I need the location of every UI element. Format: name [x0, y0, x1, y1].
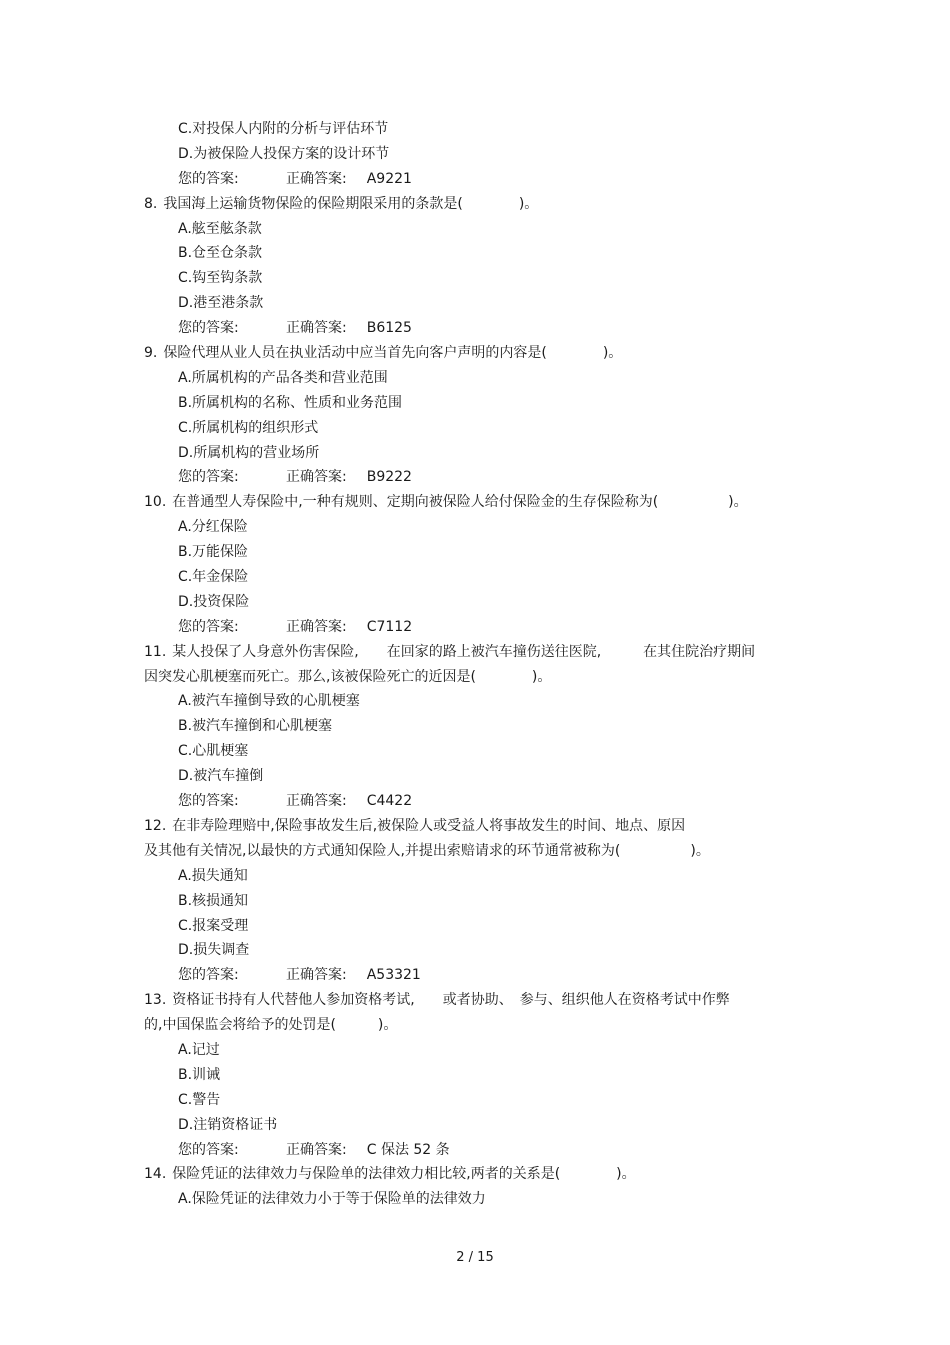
correct-answer-label: 正确答案:: [286, 967, 347, 984]
option-line: C.年金保险: [178, 569, 249, 586]
option-line: C.钩至钩条款: [178, 270, 263, 287]
option-line: D.所属机构的营业场所: [178, 444, 320, 461]
option-line: B.核损通知: [178, 892, 249, 909]
option-line: C.心肌梗塞: [178, 743, 249, 760]
question-text: 资格证书持有人代替他人参加资格考试, 或者协助、 参与、组织他人在资格考试中作弊: [172, 992, 730, 1009]
option-line: C.报案受理: [178, 917, 249, 934]
question-number: 14.: [144, 1166, 167, 1183]
answer-line: [0, 465, 950, 490]
correct-answer-value: C4422: [366, 793, 413, 810]
option-line: D.港至港条款: [178, 295, 264, 312]
correct-answer-label: 正确答案:: [286, 793, 347, 810]
question-continuation: 的,中国保监会将给予的处罚是( )。: [144, 1017, 398, 1034]
your-answer-label: 您的答案:: [178, 469, 239, 486]
option-line: A.被汽车撞倒导致的心肌梗塞: [178, 693, 360, 710]
correct-answer-label: 正确答案:: [286, 1141, 347, 1158]
your-answer-label: 您的答案:: [178, 967, 239, 984]
option-line: C.对投保人内附的分析与评估环节: [178, 121, 389, 137]
answer-line: [0, 963, 950, 988]
question-line: [0, 192, 950, 217]
question-line: [0, 988, 950, 1013]
correct-answer-value: A53321: [366, 967, 421, 984]
option-line: C.所属机构的组织形式: [178, 419, 319, 436]
question-text: 在非寿险理赔中,保险事故发生后,被保险人或受益人将事故发生的时间、地点、原因: [172, 817, 686, 834]
correct-answer-label: 正确答案:: [286, 469, 347, 486]
option-line: A.损失通知: [178, 867, 248, 884]
correct-answer-label: 正确答案:: [286, 618, 347, 635]
page-number: 2 / 15: [456, 1250, 494, 1265]
answer-line: [0, 316, 950, 341]
answer-line: [0, 1138, 950, 1163]
question-line: [0, 341, 950, 366]
question-text: 保险凭证的法律效力与保险单的法律效力相比较,两者的关系是( )。: [172, 1166, 636, 1183]
correct-answer-value: C7112: [366, 618, 413, 635]
your-answer-label: 您的答案:: [178, 618, 239, 635]
correct-answer-label: 正确答案:: [286, 170, 347, 187]
option-line: A.分红保险: [178, 519, 248, 536]
question-number: 11.: [144, 643, 167, 660]
answer-line: [0, 167, 950, 192]
option-line: C.警告: [178, 1091, 221, 1108]
option-line: D.被汽车撞倒: [178, 768, 264, 785]
option-line: D.损失调查: [178, 942, 250, 959]
question-continuation: 及其他有关情况,以最快的方式通知保险人,并提出索赔请求的环节通常被称为( )。: [144, 842, 710, 859]
question-number: 13.: [144, 992, 167, 1009]
option-line: D.投资保险: [178, 593, 250, 610]
correct-answer-value: C 保法 52 条: [366, 1141, 450, 1158]
correct-answer-value: B9222: [366, 469, 412, 486]
question-number: 8.: [144, 195, 158, 212]
your-answer-label: 您的答案:: [178, 793, 239, 810]
question-line: [0, 814, 950, 839]
your-answer-label: 您的答案:: [178, 170, 239, 187]
question-line: [0, 640, 950, 665]
question-number: 10.: [144, 494, 167, 511]
question-text: 在普通型人寿保险中,一种有规则、定期向被保险人给付保险金的生存保险称为( )。: [172, 494, 748, 511]
option-line: A.舷至舷条款: [178, 220, 262, 237]
correct-answer-label: 正确答案:: [286, 320, 347, 337]
document-body: [0, 117, 950, 1212]
option-line: B.仓至仓条款: [178, 245, 263, 262]
question-number: 9.: [144, 345, 158, 362]
question-text: 某人投保了人身意外伤害保险, 在回家的路上被汽车撞伤送往医院, 在其住院治疗期间: [172, 643, 756, 660]
question-line: [0, 1162, 950, 1187]
question-text: 我国海上运输货物保险的保险期限采用的条款是( )。: [163, 195, 539, 212]
option-line: D.为被保险人投保方案的设计环节: [178, 145, 390, 162]
option-line: B.被汽车撞倒和心肌梗塞: [178, 718, 333, 735]
option-line: A.所属机构的产品各类和营业范围: [178, 369, 388, 386]
answer-line: [0, 615, 950, 640]
option-line: B.万能保险: [178, 544, 249, 561]
question-line: [0, 490, 950, 515]
option-line: A.记过: [178, 1041, 220, 1058]
question-continuation: 因突发心肌梗塞而死亡。那么,该被保险死亡的近因是( )。: [144, 668, 552, 685]
option-line: B.训诫: [178, 1066, 221, 1083]
answer-line: [0, 789, 950, 814]
option-line: B.所属机构的名称、性质和业务范围: [178, 394, 403, 411]
option-line: A.保险凭证的法律效力小于等于保险单的法律效力: [178, 1191, 486, 1208]
correct-answer-value: A9221: [366, 170, 412, 187]
option-line: D.注销资格证书: [178, 1116, 278, 1133]
your-answer-label: 您的答案:: [178, 320, 239, 337]
question-text: 保险代理从业人员在执业活动中应当首先向客户声明的内容是( )。: [163, 345, 623, 362]
your-answer-label: 您的答案:: [178, 1141, 239, 1158]
correct-answer-value: B6125: [366, 320, 412, 337]
question-number: 12.: [144, 817, 167, 834]
